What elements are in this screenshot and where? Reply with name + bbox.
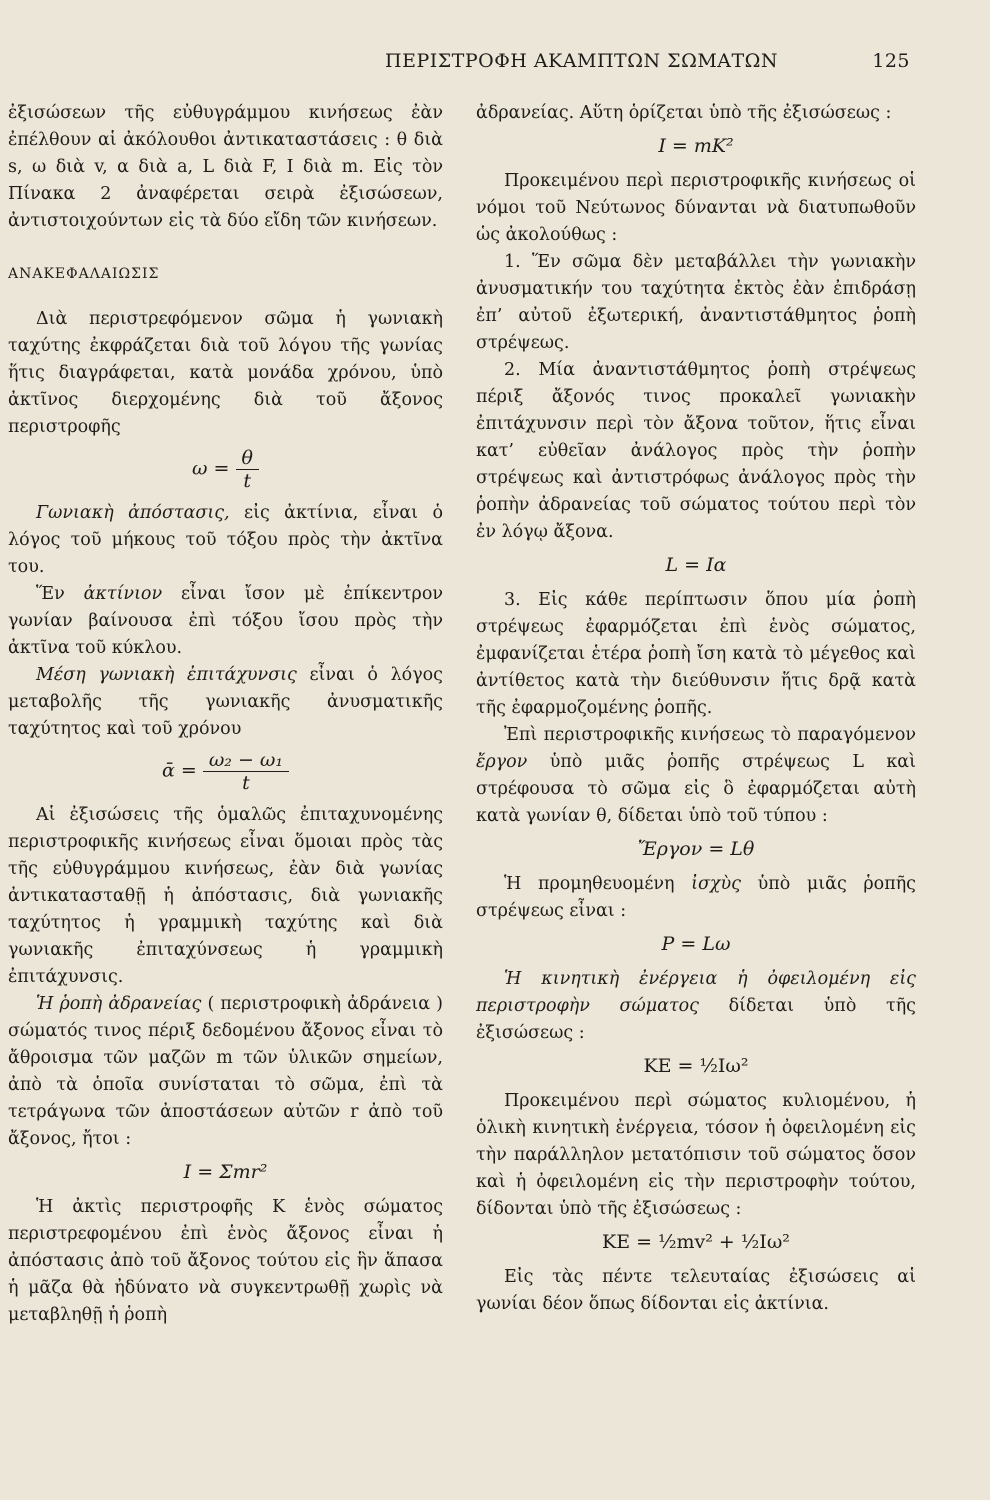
term: ἔργον — [476, 752, 528, 772]
term: Ἡ ῥοπὴ ἀδρανείας — [36, 994, 202, 1014]
equation-lhs: ω = — [192, 457, 230, 480]
running-head — [385, 50, 910, 72]
equation-moment-of-inertia: I = Σmr² — [183, 1161, 268, 1183]
paragraph: Διὰ περιστρεφόμενον σῶμα ἡ γωνιακὴ ταχύτης ἐκφράζεται διὰ τοῦ λόγου τῆς γωνίας ἥτις διαγράφεται, κατὰ μονάδα χρόνου, ὑπὸ ἀκτῖνος διερχομένης διὰ τοῦ ἄξονος περιστροφῆς — [8, 309, 443, 437]
equation-rotational-ke: KE = ½Iω² — [643, 1055, 749, 1077]
paragraph: Προκειμένου περὶ σώματος κυλιομένου, ἡ ὁλικὴ κινητικὴ ἐνέργεια, τόσον ἡ ὀφειλομένη εἰς τὴν παράλληλον μετατόπισιν τοῦ σώματος ὅσον καὶ ἡ ὀφειλομένη εἰς τὴν περιστροφὴν τούτου, δίδονται ὑπὸ τῆς ἐξισώσεως : — [476, 1091, 916, 1219]
paragraph: Αἱ ἐξισώσεις τῆς ὁμαλῶς ἐπιταχυνομένης περιστροφικῆς κινήσεως εἶναι ὅμοιαι πρὸς τὰς τῆς εὐθυγράμμου κινήσεως, ἐὰν διὰ γωνίας ἀντικατασταθῇ ἡ ἀπόστασις, διὰ γωνιακῆς ταχύτητος ἡ γραμμικὴ ταχύτης καὶ διὰ γωνιακῆς ἐπιταχύνσεως ἡ γραμμικὴ ἐπιτάχυνσις. — [8, 805, 443, 987]
left-column — [8, 100, 443, 1329]
paragraph: 3. Εἰς κάθε περίπτωσιν ὅπου μία ῥοπὴ στρέψεως ἐφαρμόζεται ἐπὶ ἑνὸς σώματος, ἐμφανίζεται ἑτέρα ῥοπὴ ἴση κατὰ τὸ μέγεθος καὶ ἀντίθετος κατὰ τὴν διεύθυνσιν ἥτις δρᾷ κατὰ τῆς ἐφαρμοζομένης ῥοπῆς. — [476, 590, 916, 718]
equation-rolling-ke: KE = ½mv² + ½Iω² — [602, 1231, 790, 1253]
denominator: t — [243, 470, 252, 492]
paragraph: Ἡ προμηθευομένη ἰσχὺς ὑπὸ μιᾶς ῥοπῆς στρέψεως εἶναι : — [476, 874, 916, 921]
numerator: θ — [236, 447, 259, 470]
equation-mean-angular-acceleration — [8, 749, 443, 794]
equation-radius-of-gyration: I = mK² — [658, 135, 734, 157]
paragraph: ἀδρανείας. Αὕτη ὁρίζεται ὑπὸ τῆς ἐξισώσεως : — [476, 103, 892, 123]
paragraph: 1. Ἕν σῶμα δὲν μεταβάλλει τὴν γωνιακὴν ἀνυσματικήν του ταχύτητα ἐκτὸς ἐὰν ἐπιδράσῃ ἐπ’ αὐτοῦ ἐξωτερική, ἀναντιστάθμητος ῥοπὴ στρέψεως. — [476, 252, 916, 353]
paragraph: Ἡ ἀκτὶς περιστροφῆς K ἑνὸς σώματος περιστρεφομένου ἐπὶ ἑνὸς ἄξονος εἶναι ἡ ἀπόστασις ἀπὸ τοῦ ἄξονος τούτου εἰς ἣν ἅπασα ἡ μᾶζα θὰ ἠδύνατο νὰ συγκεντρωθῇ χωρὶς νὰ μεταβληθῇ ἡ ῥοπὴ — [8, 1197, 443, 1325]
paragraph: Ἐπὶ περιστροφικῆς κινήσεως τὸ παραγόμενον ἔργον ὑπὸ μιᾶς ῥοπῆς στρέψεως L καὶ στρέφουσα τὸ σῶμα εἰς ὃ ἐφαρμόζεται αὐτὴ κατὰ γωνίαν θ, δίδεται ὑπὸ τοῦ τύπου : — [476, 725, 916, 826]
paragraph: Ἡ ῥοπὴ ἀδρανείας ( περιστροφικὴ ἀδράνεια ) σώματός τινος πέριξ δεδομένου ἄξονος εἶναι τὸ ἄθροισμα τῶν μαζῶν m τῶν ὑλικῶν σημείων, ἀπὸ τὰ ὁποῖα συνίσταται τὸ σῶμα, ἐπὶ τὰ τετράγωνα τῶν ἀποστάσεων αὐτῶν r ἀπὸ τοῦ ἄξονος, ἤτοι : — [8, 994, 443, 1149]
paragraph: 2. Μία ἀναντιστάθμητος ῥοπὴ στρέψεως πέριξ ἄξονός τινος προκαλεῖ γωνιακὴν ἐπιτάχυνσιν περὶ τὸν ἄξονα τοῦτον, ἥτις εἶναι κατ’ εὐθεῖαν ἀνάλογος πρὸς τὴν ῥοπὴν στρέψεως καὶ ἀντιστρόφως ἀνάλογος πρὸς τὴν ῥοπὴν ἀδρανείας τοῦ σώματος τούτου περὶ τὸν ἐν λόγῳ ἄξονα. — [476, 360, 916, 542]
term: ἰσχὺς — [691, 874, 741, 894]
term: Ἡ κινητικὴ ἐνέργεια ἡ ὀφειλομένη εἰς περιστροφὴν σώματος — [476, 969, 916, 1016]
right-column — [476, 100, 916, 1318]
equation-work: Ἔργον = Lθ — [637, 838, 755, 860]
equation-lhs: ᾱ = — [161, 759, 197, 782]
term: Μέση γωνιακὴ ἐπιτάχυνσις — [36, 665, 297, 685]
numerator: ω₂ − ω₁ — [203, 749, 289, 772]
equation-angular-velocity — [8, 447, 443, 492]
paragraph: Προκειμένου περὶ περιστροφικῆς κινήσεως οἱ νόμοι τοῦ Νεύτωνος δύνανται νὰ διατυπωθοῦν ὡς ἀκολούθως : — [476, 171, 916, 245]
equation-power: P = Lω — [661, 933, 731, 955]
paragraph: Γωνιακὴ ἀπόστασις, εἰς ἀκτίνια, εἶναι ὁ λόγος τοῦ μήκους τοῦ τόξου πρὸς τὴν ἀκτῖνα του. — [8, 503, 443, 577]
fraction — [203, 749, 289, 794]
page-number: 125 — [872, 50, 910, 72]
paragraph: Μέση γωνιακὴ ἐπιτάχυνσις εἶναι ὁ λόγος μεταβολῆς τῆς γωνιακῆς ἀνυσματικῆς ταχύτητος καὶ τοῦ χρόνου — [8, 665, 443, 739]
equation-torque: L = Iα — [665, 554, 727, 576]
section-heading: ΑΝΑΚΕΦΑΛΑΙΩΣΙΣ — [8, 266, 160, 282]
paragraph: Ἡ κινητικὴ ἐνέργεια ἡ ὀφειλομένη εἰς περιστροφὴν σώματος δίδεται ὑπὸ τῆς ἐξισώσεως : — [476, 969, 916, 1043]
paragraph: Ἕν ἀκτίνιον εἶναι ἴσον μὲ ἐπίκεντρον γωνίαν βαίνουσα ἐπὶ τόξου ἴσου πρὸς τὴν ἀκτῖνα τοῦ κύκλου. — [8, 584, 443, 658]
denominator: t — [242, 772, 250, 794]
chapter-title: ΠΕΡΙΣΤΡΟΦΗ ΑΚΑΜΠΤΩΝ ΣΩΜΑΤΩΝ — [385, 50, 779, 72]
term: ἀκτίνιον — [83, 584, 163, 604]
term: Γωνιακὴ ἀπόστασις, — [36, 503, 230, 523]
paragraph: Εἰς τὰς πέντε τελευταίας ἐξισώσεις αἱ γωνίαι δέον ὅπως δίδονται εἰς ἀκτίνια. — [476, 1267, 916, 1314]
fraction — [236, 447, 259, 492]
paragraph: ἐξισώσεων τῆς εὐθυγράμμου κινήσεως ἐὰν ἐπέλθουν αἱ ἀκόλουθοι ἀντικαταστάσεις : θ διὰ s, ω διὰ v, α διὰ a, L διὰ F, I διὰ m. Εἰς τὸν Πίνακα 2 ἀναφέρεται σειρὰ ἐξισώσεων, ἀντιστοιχούντων εἰς τὰ δύο εἴδη τῶν κινήσεων. — [8, 103, 443, 231]
